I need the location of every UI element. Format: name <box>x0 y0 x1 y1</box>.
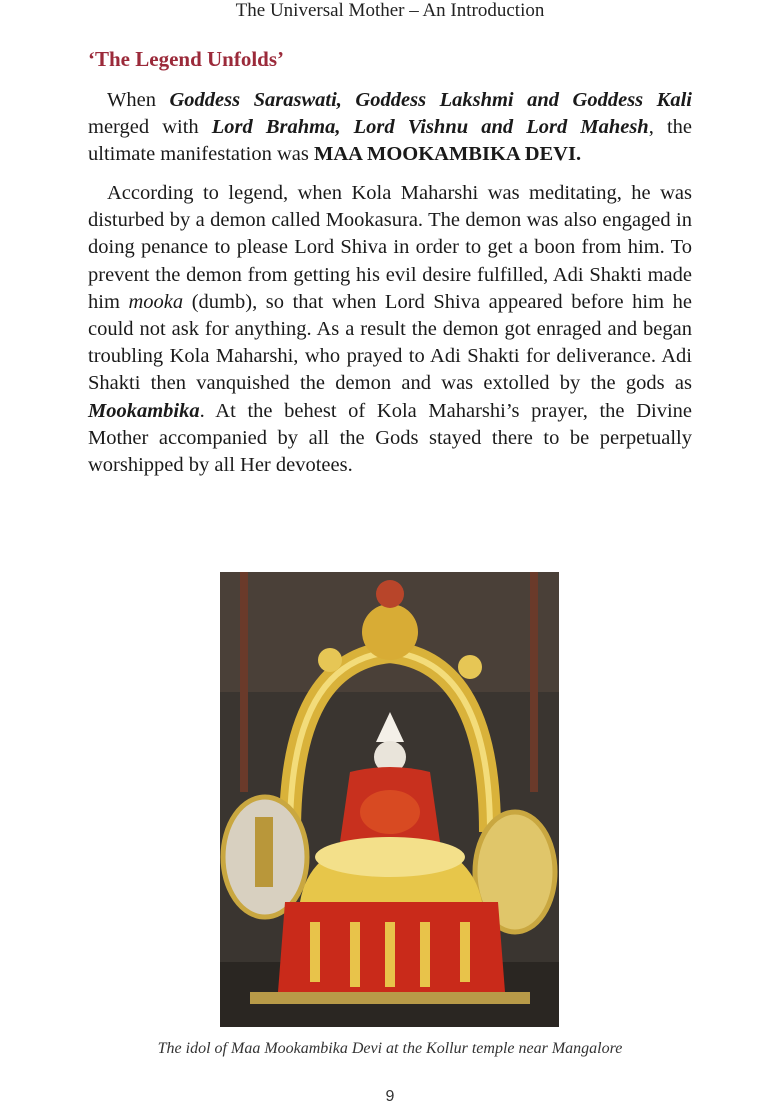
legend-paragraph <box>88 180 692 479</box>
mooka-term: mooka <box>128 290 184 313</box>
text-segment: (dumb), so that when Lord Shiva appeared before him he could not ask for anything. As a result the demon got enraged and began troubling Kola Maharshi, who prayed to Adi Shakti for deliverance. Adi Shakti then vanquished the demon and was extolled by the gods as <box>88 290 692 395</box>
intro-paragraph <box>88 87 692 169</box>
text-segment: According to legend, when Kola Maharshi was meditating, he was disturbed by a demon called Mookasura. The demon was also engaged in doing penance to please Lord Shiva in order to get a boon from him. To prevent the demon from getting his evil desire fulfilled, Adi Shakti made him <box>88 182 692 313</box>
goddesses-names: Goddess Saraswati, Goddess Lakshmi and Goddess Kali <box>169 89 692 111</box>
text-segment: When <box>107 89 170 111</box>
lords-names: Lord Brahma, Lord Vishnu and Lord Mahesh <box>211 116 649 139</box>
text-segment: . At the behest of Kola Maharshi’s prayer, the Divine Mother accompanied by all the Gods stayed there to be perpetually worshipped by all Her devotees. <box>88 399 692 477</box>
page-number: 9 <box>385 1088 395 1105</box>
text-segment: merged with <box>88 116 212 139</box>
deity-name: MAA MOOKAMBIKA DEVI. <box>314 143 582 166</box>
photo-caption: The idol of Maa Mookambika Devi at the Kollur temple near Mangalore <box>157 1040 623 1057</box>
mookambika-term: Mookambika <box>88 399 200 422</box>
section-heading: ‘The Legend Unfolds’ <box>88 47 285 71</box>
running-head: The Universal Mother – An Introduction <box>235 0 545 21</box>
text-segment: , the ultimate manifestation was <box>88 116 692 166</box>
idol-photo <box>220 572 559 1027</box>
